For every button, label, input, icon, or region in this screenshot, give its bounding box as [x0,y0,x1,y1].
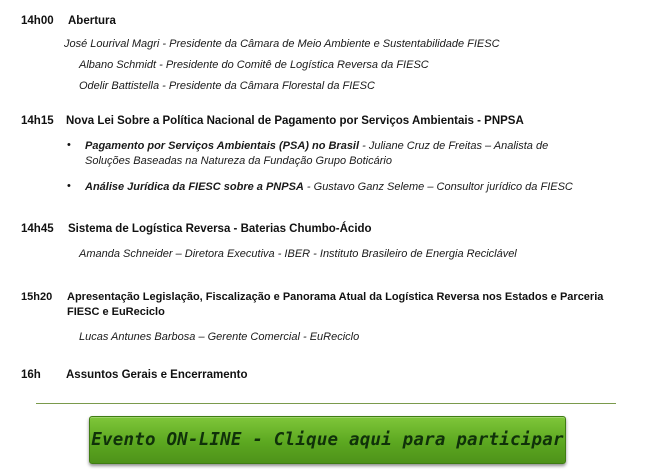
bullet-icon: • [67,139,71,151]
join-online-event-button[interactable] [89,416,566,464]
speaker-line: Odelir Battistella - Presidente da Câmara Florestal da FIESC [79,80,375,92]
agenda-item-1520 [21,291,603,303]
speaker-line: José Lourival Magri - Presidente da Câmara de Meio Ambiente e Sustentabilidade FIESC [64,38,500,50]
bullet-item [85,139,605,169]
agenda-time: 14h00 [21,15,54,27]
bullet-item [85,180,625,195]
speaker-line: Lucas Antunes Barbosa – Gerente Comercial - EuReciclo [79,331,360,343]
bullet-detail-line2: Soluções Baseadas na Natureza da Fundação Grupo Boticário [85,155,392,167]
agenda-item-1400 [21,15,116,27]
agenda-title: Assuntos Gerais e Encerramento [66,369,248,381]
agenda-time: 14h15 [21,115,54,127]
agenda-title: Apresentação Legislação, Fiscalização e Panorama Atual da Logística Reversa nos Estados e Parceria [67,291,604,303]
speaker-line: Amanda Schneider – Diretora Executiva - IBER - Instituto Brasileiro de Energia Reciclável [79,248,517,260]
agenda-time: 16h [21,369,41,381]
agenda-title: Nova Lei Sobre a Política Nacional de Pagamento por Serviços Ambientais - PNPSA [66,115,524,127]
divider [36,403,616,404]
agenda-time: 15h20 [21,291,53,303]
bullet-icon: • [67,180,71,192]
cta-label: Evento ON-LINE - Clique aqui para participar [91,430,564,450]
agenda-item-1415 [21,115,524,127]
agenda-item-1445 [21,223,372,235]
agenda-title-line2: FIESC e EuReciclo [67,306,165,318]
bullet-detail: - Gustavo Ganz Seleme – Consultor jurídico da FIESC [303,181,573,193]
bullet-heading: Análise Jurídica da FIESC sobre a PNPSA [85,181,304,193]
agenda-item-1600 [21,369,248,381]
agenda-title: Abertura [68,15,116,27]
agenda-title: Sistema de Logística Reversa - Baterias Chumbo-Ácido [68,223,372,235]
speaker-line: Albano Schmidt - Presidente do Comitê de Logística Reversa da FIESC [79,59,429,71]
bullet-detail: - Juliane Cruz de Freitas – Analista de [359,140,549,152]
bullet-heading: Pagamento por Serviços Ambientais (PSA) no Brasil [85,140,360,152]
agenda-time: 14h45 [21,223,54,235]
